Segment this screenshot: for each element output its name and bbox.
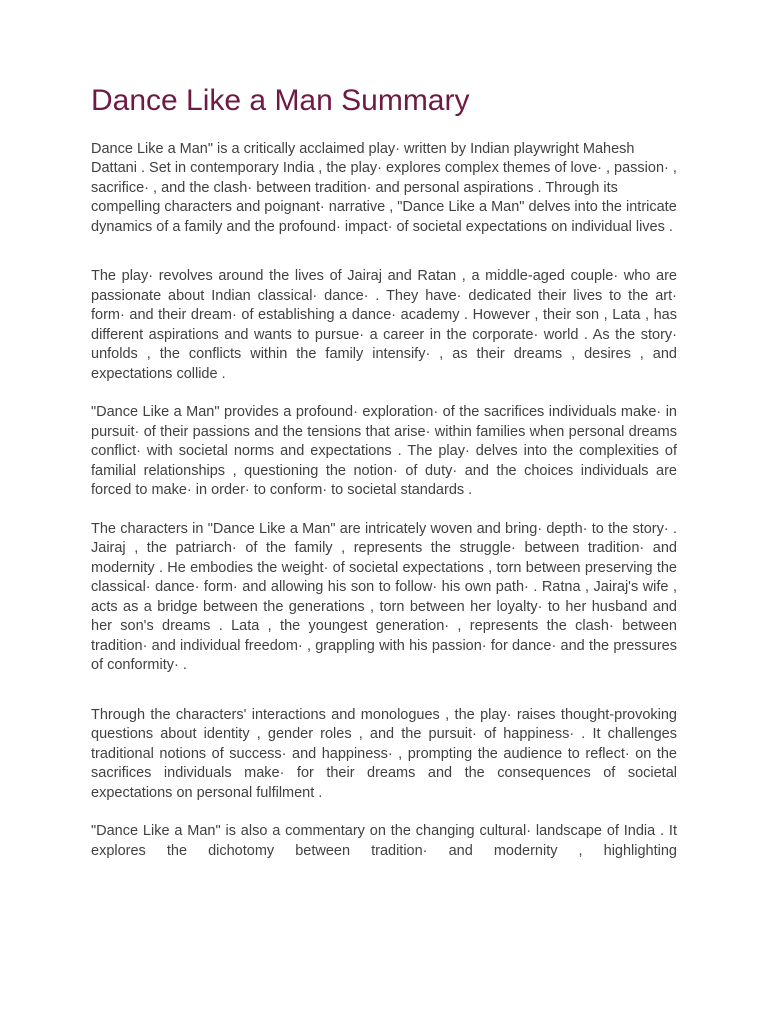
paragraph-plot: The play· revolves around the lives of Jairaj and Ratan , a middle-aged couple· who are passionate about Indian classical· dance· . They have· dedicated their lives to the art· form· and their dream· of establishing a dance· academy . However , their son , Lata , has different aspirations and wants to pursue· a career in the corporate· world . As the story· unfolds , the conflicts within the family intensify· , as their dreams , desires , and expectations collide . xyxy=(91,268,677,382)
paragraph-questions: Through the characters' interactions and monologues , the play· raises thought-provoking questions about identity , gender roles , and the pursuit· of happiness· . It challenges traditional notions of success· and happiness· , prompting the audience to reflect· on the sacrifices individuals make· for their dreams and the consequences of societal expectations on personal fulfilment . xyxy=(91,706,677,801)
paragraph-commentary: "Dance Like a Man" is also a commentary on the changing cultural· landscape of India . It explores the dichotomy between tradition· and modernity , highlighting xyxy=(91,823,677,859)
paragraph-intro: Dance Like a Man" is a critically acclaimed play· written by Indian playwright Mahesh Dattani . Set in contemporary India , the play· explores complex themes of love· , passion· , sacrifice· , and the clash· between tradition· and personal aspirations . Through its compelling characters and poignant· narrative , "Dance Like a Man" delves into the intricate dynamics of a family and the profound· impact· of societal expectations on individual lives . xyxy=(91,140,677,235)
paragraph-characters: The characters in "Dance Like a Man" are intricately woven and bring· depth· to the story· . Jairaj , the patriarch· of the family , represents the struggle· between tradition· and modernity . He embodies the weight· of societal expectations , torn between preserving the classical· dance· form· and allowing his son to follow· his own path· . Ratna , Jairaj's wife , acts as a bridge between the generations , torn between her loyalty· to her husband and her son's dreams . Lata , the youngest generation· , represents the clash· between tradition· and individual freedom· , grappling with his passion· for dance· and the pressures of conformity· . xyxy=(91,520,677,673)
document-title: Dance Like a Man Summary xyxy=(91,84,470,117)
paragraph-themes: "Dance Like a Man" provides a profound· exploration· of the sacrifices individuals make· in pursuit· of their passions and the tensions that arise· within families when personal dreams conflict· with societal norms and expectations . The play· delves into the complexities of familial relationships , questioning the notion· of duty· and the choices individuals are forced to make· in order· to conform· to societal standards . xyxy=(91,404,677,498)
